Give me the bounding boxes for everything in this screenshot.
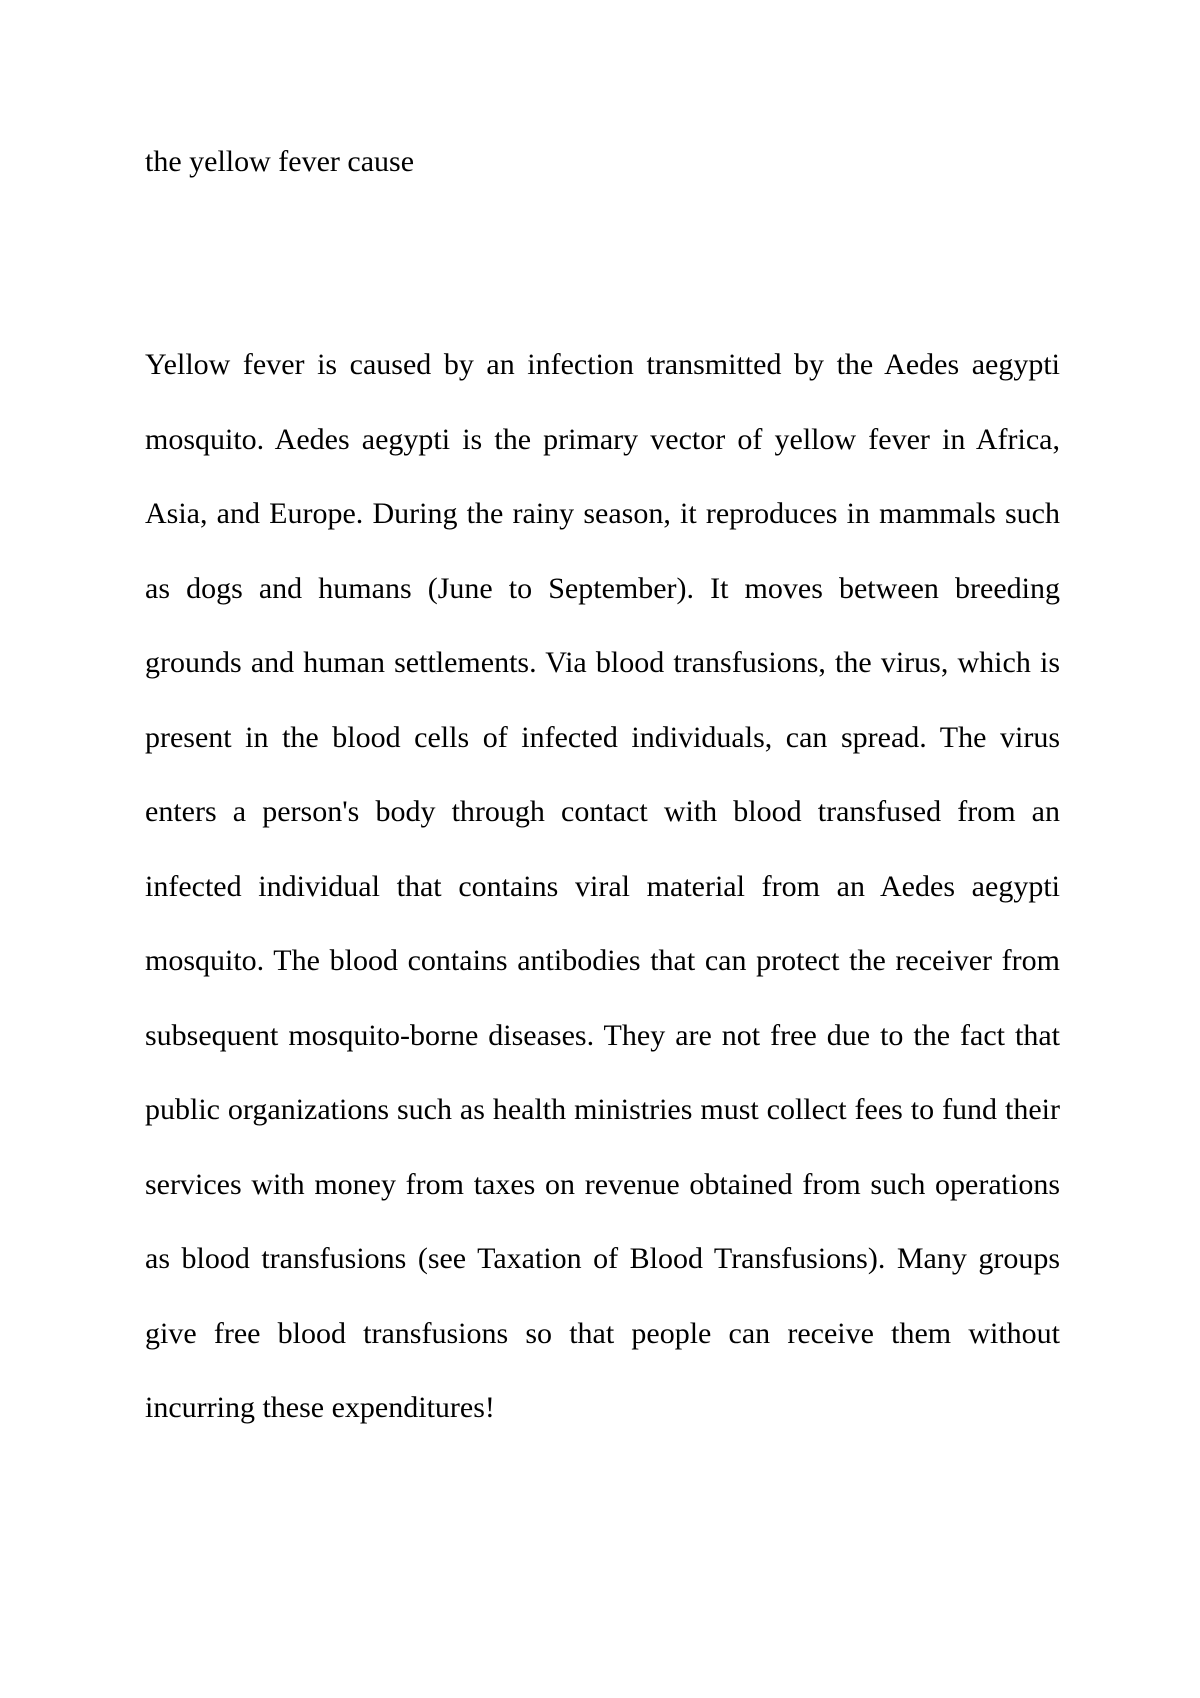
document-title: the yellow fever cause <box>145 145 415 178</box>
document-body-paragraph: Yellow fever is caused by an infection transmitted by the Aedes aegypti mosquito. Aedes aegypti is the primary vector of yellow fever in Africa, Asia, and Europe. During the rainy season, it reproduces in mammals such as dogs and humans (June to September). It moves between breeding grounds and human settlements. Via blood transfusions, the virus, which is present in the blood cells of infected individuals, can spread. The virus enters a person's body through contact with blood transfused from an infected individual that contains viral material from an Aedes aegypti mosquito. The blood contains antibodies that can protect the receiver from subsequent mosquito-borne diseases. They are not free due to the fact that public organizations such as health ministries must collect fees to fund their services with money from taxes on revenue obtained from such operations as blood transfusions (see Taxation of Blood Transfusions). Many groups give free blood transfusions so that people can receive them without incurring these expenditures! <box>145 348 1060 1424</box>
